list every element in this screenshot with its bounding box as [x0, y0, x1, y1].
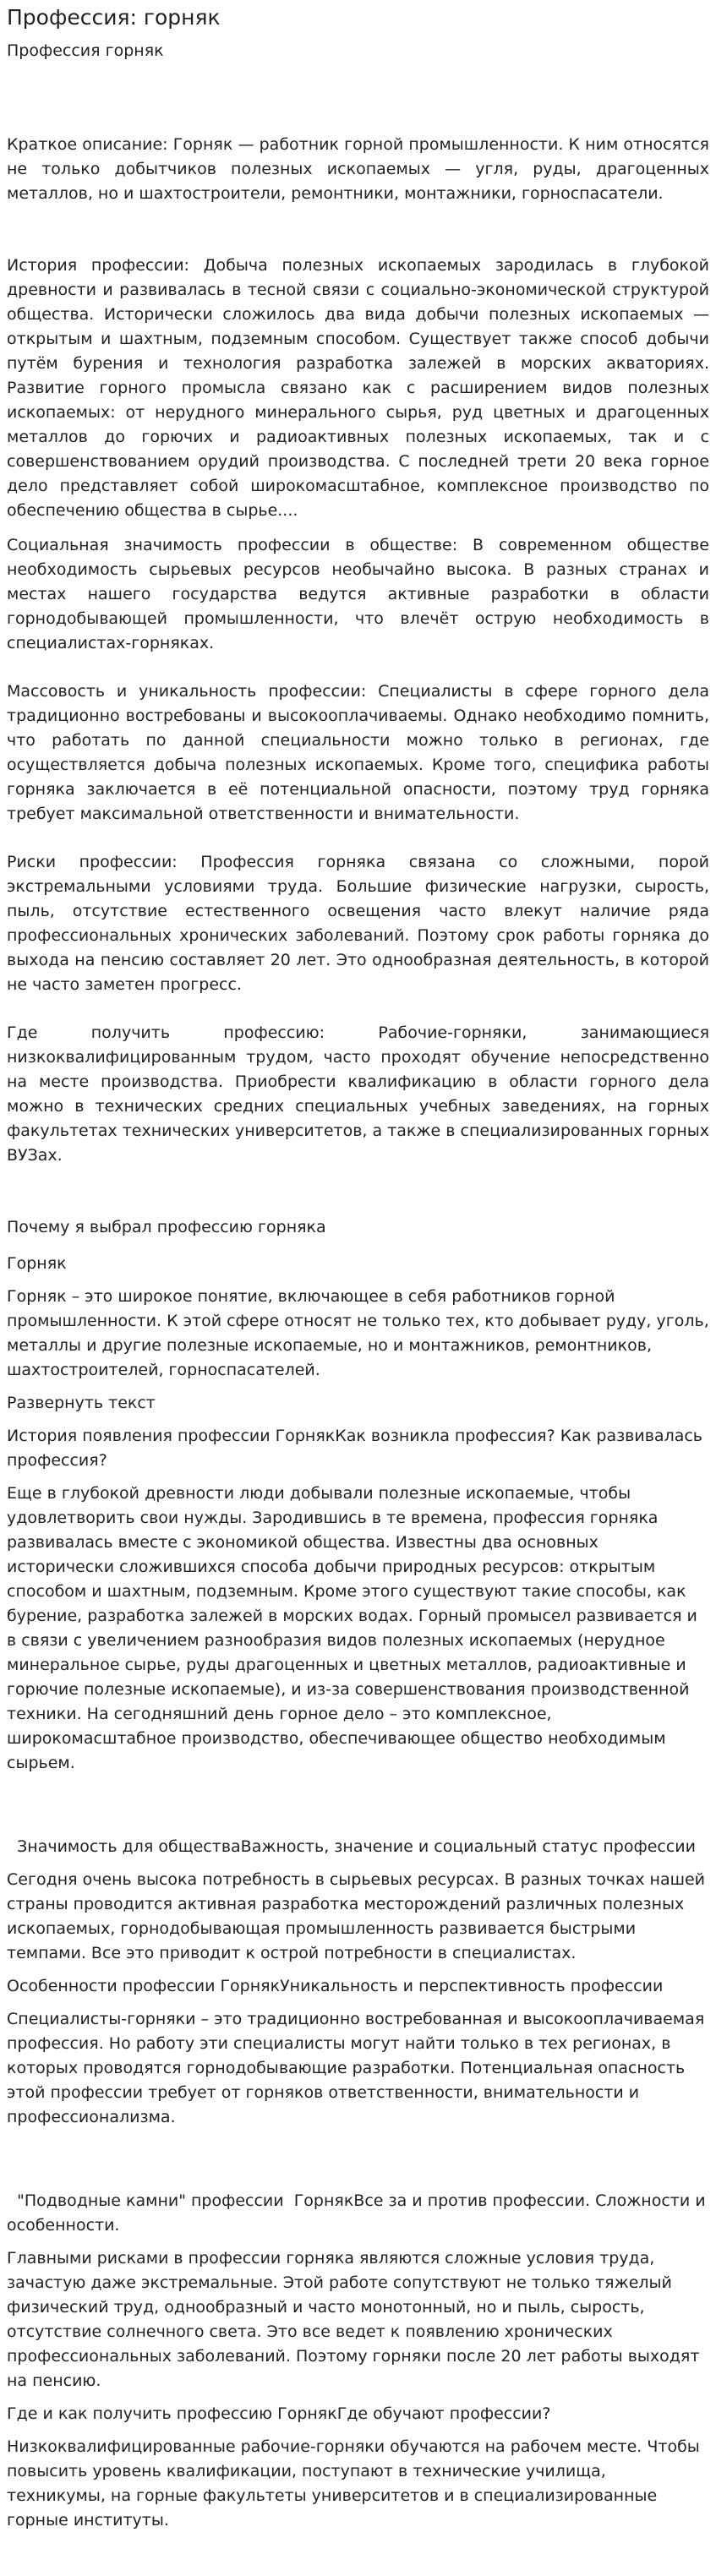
history-text: Еще в глубокой древности люди добывали полезные ископаемые, чтобы удовлетворить свои нужды. Зародившись в те времена, профессия горняка развивалась вместе с экономикой общества. Известны два основных исторически сложившихся способа добычи природных ресурсов: открытым способом и шахтным, подземным. Кроме этого существуют такие способы, как бурение, разработка залежей в морских водах. Горный промысел развивается и в связи с увеличением разнообразия видов полезных ископаемых (нерудное минеральное сырье, руды драгоценных и цветных металлов, радиоактивные и горючие полезные ископаемые), и из-за совершенствования производственной техники. На сегодняшний день горное дело – это комплексное, широкомасштабное производство, обеспечивающее общество необходимым сырьем. — [7, 1484, 697, 1772]
article-heading: Почему я выбрал профессию горняка — [7, 1218, 326, 1236]
where-section: Где получить профессию: Рабочие-горняки, занимающиеся низкоквалифицированным трудом, часто проходят обучение непосредственно на месте производства. Приобрести квалификацию в области горного дела можно в технических средних специальных учебных заведениях, на горных факультетах технических университетов, а также в специализированных горных ВУЗах. — [7, 1023, 709, 1165]
social-section: Социальная значимость профессии в обществе: В современном обществе необходимость сырьевых ресурсов необычайно высока. В разных странах и местах нашего государства ведутся активные разработки в области горнодобывающей промышленности, что влечёт острую необходимость в специалистах-горняках. — [7, 536, 709, 652]
page-title: Профессия: горняк — [7, 5, 221, 30]
short-description: Краткое описание: Горняк — работник горной промышленности. К ним относятся не только добытчиков полезных ископаемых — угля, руды, драгоценных металлов, но и шахтостроители, ремонтники, монтажники, горноспасатели. — [7, 135, 709, 203]
significance-text: Сегодня очень высока потребность в сырьевых ресурсах. В разных точках нашей страны проводится активная разработка месторождений различных полезных ископаемых, горнодобывающая промышленность развивается быстрыми темпами. Все это приводит к острой потребности в специалистах. — [7, 1870, 706, 1962]
article-intro: Горняк – это широкое понятие, включающее в себя работников горной промышленности. К этой сфере относят не только тех, кто добывает руду, уголь, металлы и другие полезные ископаемые, но и монтажников, ремонтников, шахтостроителей, горноспасателей. — [7, 1287, 709, 1379]
pitfalls-text: Главными рисками в профессии горняка являются сложные условия труда, зачастую даже экстремальные. Этой работе сопутствуют не только тяжелый физический труд, однообразный и часто монотонный, но и пыль, сырость, отсутствие солнечного света. Это все ведет к появлению хронических профессиональных заболеваний. Поэтому горняки после 20 лет работы выходят на пенсию. — [7, 2249, 700, 2390]
significance-heading: Значимость для обществаВажность, значение и социальный статус профессии — [7, 1837, 696, 1856]
uniqueness-section: Массовость и уникальность профессии: Специалисты в сфере горного дела традиционно востребованы и высокооплачиваемы. Однако необходимо помнить, что работать по данной специальности можно только в регионах, где осуществляется добыча полезных ископаемых. Кроме того, специфика работы горняка заключается в её потенциальной опасности, поэтому труд горняка требует максимальной ответственности и внимательности. — [7, 682, 709, 823]
article-name: Горняк — [7, 1254, 67, 1273]
history-section: История профессии: Добыча полезных ископаемых зародилась в глубокой древности и развивалась в тесной связи с социально-экономической структурой общества. Исторически сложилось два вида добычи полезных ископаемых — открытым и шахтным, подземным способом. Существует также способ добычи путём бурения и технология разработка залежей в морских акваториях. Развитие горного промысла связано как с расширением видов полезных ископаемых: от нерудного минерального сырья, руд цветных и драгоценных металлов до горючих и радиоактивных полезных ископаемых, так и с совершенствованием орудий производства. С последней трети 20 века горное дело представляет собой широкомасштабное, комплексное производство по обеспечению общества в сырье.... — [7, 256, 709, 520]
expand-text-link[interactable]: Развернуть текст — [7, 1394, 156, 1412]
features-heading: Особенности профессии ГорнякУникальность и перспективность профессии — [7, 1977, 664, 1995]
features-text: Специалисты-горняки – это традиционно востребованная и высокооплачиваемая профессия. Но работу эти специалисты могут найти только в тех регионах, в которых проводятся горнодобывающие разработки. Потенциальная опасность этой профессии требует от горняков ответственности, внимательности и профессионализма. — [7, 2010, 705, 2126]
risks-section: Риски профессии: Профессия горняка связана со сложными, порой экстремальными условиями труда. Большие физические нагрузки, сырость, пыль, отсутствие естественного освещения часто влекут наличие ряда профессиональных хронических заболеваний. Поэтому срок работы горняка до выхода на пенсию составляет 20 лет. Это однообразная деятельность, в которой не часто заметен прогресс. — [7, 853, 709, 994]
education-heading: Где и как получить профессию ГорнякГде обучают профессии? — [7, 2404, 551, 2423]
education-text: Низкоквалифицированные рабочие-горняки обучаются на рабочем месте. Чтобы повысить уровень квалификации, поступают в технические училища, техникумы, на горные факультеты университетов и в специализированные горные институты. — [7, 2437, 700, 2530]
history-heading: История появления профессии ГорнякКак возникла профессия? Как развивалась профессия? — [7, 1427, 703, 1470]
pitfalls-heading: "Подводные камни" профессии ГорнякВсе за и против профессии. Сложности и особенности. — [7, 2191, 711, 2235]
page-subtitle: Профессия горняк — [7, 41, 164, 60]
